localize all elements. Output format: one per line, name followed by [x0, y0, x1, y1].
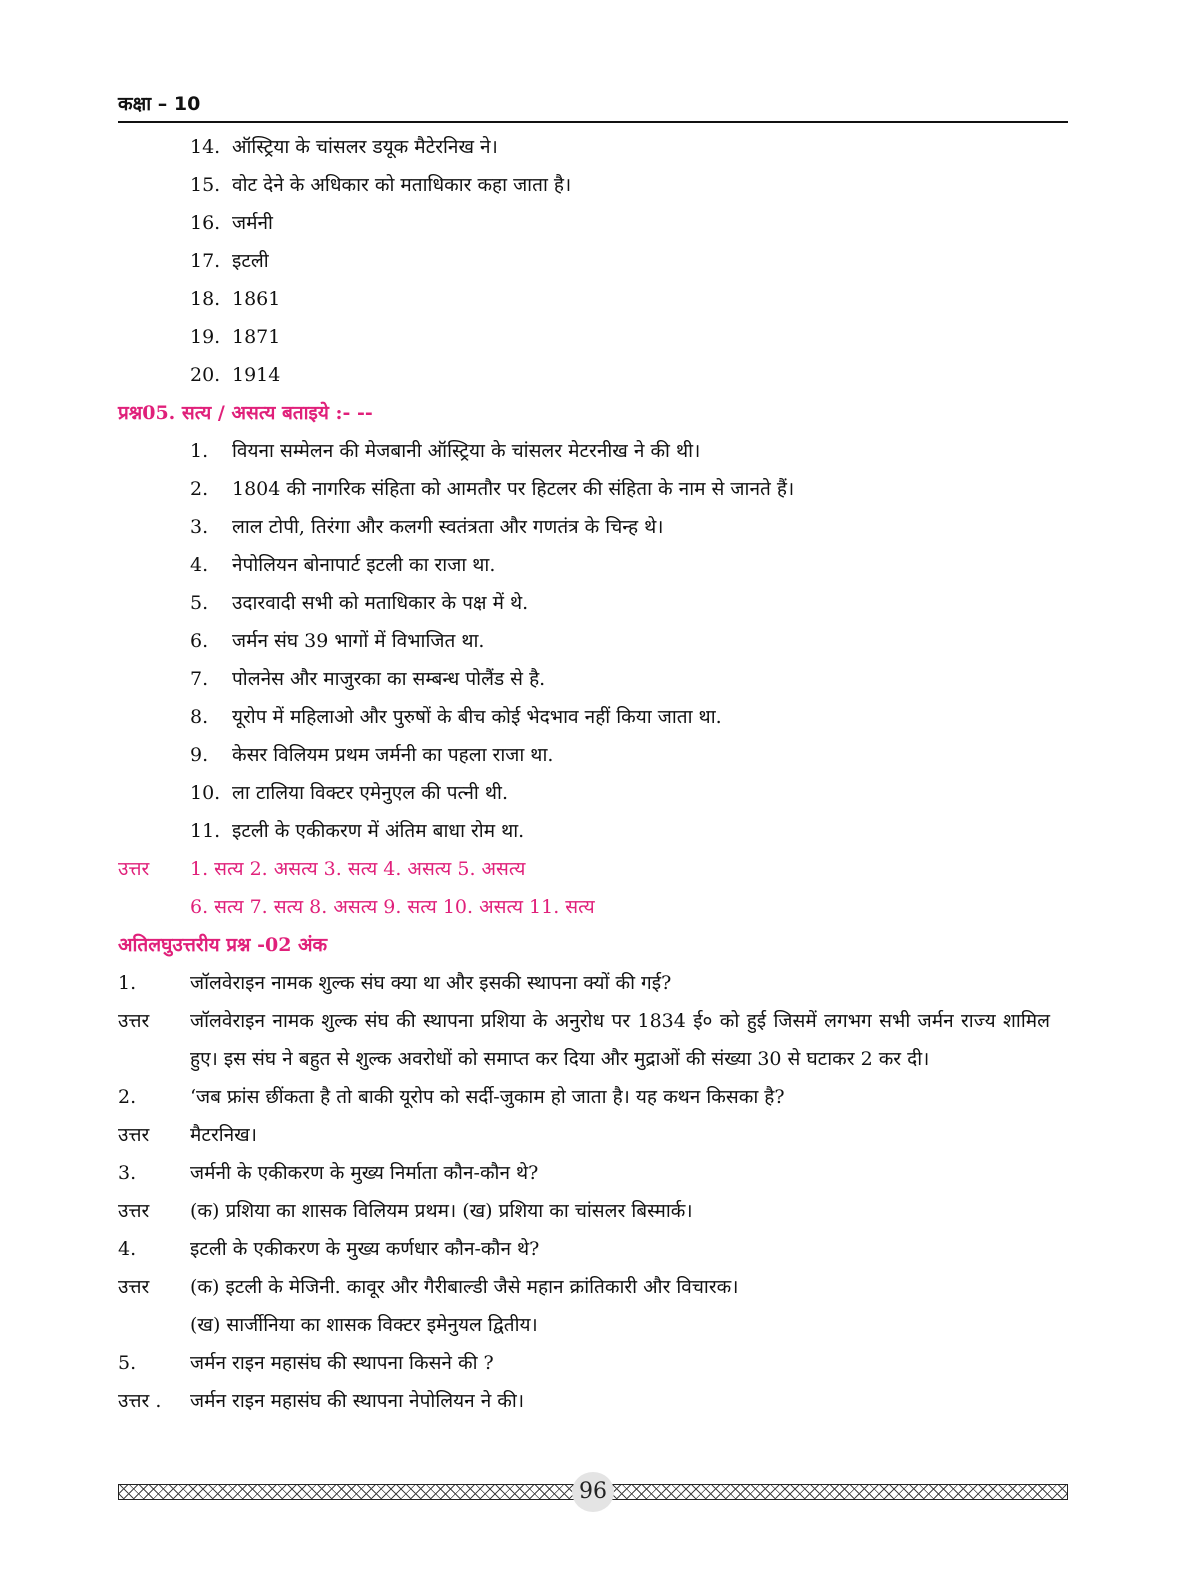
list-number: 16. [190, 212, 221, 234]
page-number: 96 [572, 1472, 614, 1512]
list-number: 17. [190, 250, 221, 272]
list-text: केसर विलियम प्रथम जर्मनी का पहला राजा था. [232, 744, 554, 766]
list-text: इटली के एकीकरण में अंतिम बाधा रोम था. [232, 820, 525, 842]
answer-text: जर्मन राइन महासंघ की स्थापना नेपोलियन ने की। [190, 1390, 525, 1412]
answer-text: मैटरनिख। [190, 1124, 257, 1146]
question-text: ‘जब फ्रांस छींकता है तो बाकी यूरोप को सर्दी-जुकाम हो जाता है। यह कथन किसका है? [190, 1086, 785, 1108]
list-text: जर्मनी [232, 212, 273, 234]
answer-text: जॉलवेराइन नामक शुल्क संघ की स्थापना प्रशिया के अनुरोध पर 1834 ई० को हुई जिसमें लगभग सभी जर्मन राज्य शामिल हुए। इस संघ ने बहुत से शुल्क अवरोधों को समाप्त कर दिया और मुद्राओं की संख्या 30 से घटाकर 2 कर दी। [190, 1010, 1050, 1070]
answer-text: (क) प्रशिया का शासक विलियम प्रथम। (ख) प्रशिया का चांसलर बिस्मार्क। [190, 1200, 693, 1222]
list-number: 11. [190, 820, 221, 842]
list-number: 9. [190, 744, 209, 766]
list-text: वियना सम्मेलन की मेजबानी ऑस्ट्रिया के चांसलर मेटरनीख ने की थी। [232, 440, 701, 462]
answer-label: उत्तर . [118, 1390, 162, 1412]
answer-text: (ख) सार्जीनिया का शासक विक्टर इमेनुयल द्वितीय। [190, 1314, 538, 1336]
question-number: 3. [118, 1162, 137, 1184]
list-text: वोट देने के अधिकार को मताधिकार कहा जाता है। [232, 174, 572, 196]
list-text: 1861 [232, 288, 281, 310]
page-footer [118, 1472, 1068, 1512]
answer-label: उत्तर [118, 1010, 150, 1032]
question-text: जॉलवेराइन नामक शुल्क संघ क्या था और इसकी स्थापना क्यों की गई? [190, 972, 672, 994]
footer-ornament [118, 1484, 575, 1500]
list-number: 5. [190, 592, 209, 614]
footer-ornament [611, 1484, 1068, 1500]
list-number: 15. [190, 174, 221, 196]
question-text: इटली के एकीकरण के मुख्य कर्णधार कौन-कौन थे? [190, 1238, 540, 1260]
question-text: जर्मनी के एकीकरण के मुख्य निर्माता कौन-कौन थे? [190, 1162, 539, 1184]
list-text: नेपोलियन बोनापार्ट इटली का राजा था. [232, 554, 496, 576]
list-number: 10. [190, 782, 221, 804]
list-number: 8. [190, 706, 209, 728]
page-header: कक्षा – 10 [118, 93, 201, 115]
answer-text: 6. सत्य 7. सत्य 8. असत्य 9. सत्य 10. असत्य 11. सत्य [190, 896, 595, 918]
section-heading: प्रश्न05. सत्य / असत्य बताइये :- -- [118, 402, 373, 424]
list-text: जर्मन संघ 39 भागों में विभाजित था. [232, 630, 485, 652]
list-text: 1914 [232, 364, 281, 386]
list-text: 1871 [232, 326, 281, 348]
header-rule [118, 121, 1068, 123]
answer-label: उत्तर [118, 1276, 150, 1298]
question-number: 4. [118, 1238, 137, 1260]
question-number: 2. [118, 1086, 137, 1108]
list-number: 20. [190, 364, 221, 386]
list-number: 2. [190, 478, 209, 500]
question-number: 1. [118, 972, 137, 994]
list-number: 7. [190, 668, 209, 690]
question-text: जर्मन राइन महासंघ की स्थापना किसने की ? [190, 1352, 494, 1374]
question-number: 5. [118, 1352, 137, 1374]
list-number: 1. [190, 440, 209, 462]
list-number: 6. [190, 630, 209, 652]
list-text: यूरोप में महिलाओ और पुरुषों के बीच कोई भेदभाव नहीं किया जाता था. [232, 706, 722, 728]
list-text: 1804 की नागरिक संहिता को आमतौर पर हिटलर की संहिता के नाम से जानते हैं। [232, 478, 795, 500]
answer-label: उत्तर [118, 1200, 150, 1222]
answer-text: 1. सत्य 2. असत्य 3. सत्य 4. असत्य 5. असत्य [190, 858, 526, 880]
section-heading: अतिलघुउत्तरीय प्रश्न -02 अंक [118, 934, 328, 956]
list-text: इटली [232, 250, 269, 272]
answer-text: (क) इटली के मेजिनी. कावूर और गैरीबाल्डी जैसे महान क्रांतिकारी और विचारक। [190, 1276, 739, 1298]
list-text: ला टालिया विक्टर एमेनुएल की पत्नी थी. [232, 782, 508, 804]
list-number: 18. [190, 288, 221, 310]
answer-label: उत्तर [118, 858, 150, 880]
list-text: ऑस्ट्रिया के चांसलर डयूक मैटेरनिख ने। [232, 136, 498, 158]
list-text: पोलनेस और माजुरका का सम्बन्ध पोलैंड से है. [232, 668, 546, 690]
list-number: 14. [190, 136, 221, 158]
list-number: 4. [190, 554, 209, 576]
list-number: 19. [190, 326, 221, 348]
answer-label: उत्तर [118, 1124, 150, 1146]
list-text: उदारवादी सभी को मताधिकार के पक्ष में थे. [232, 592, 529, 614]
list-text: लाल टोपी, तिरंगा और कलगी स्वतंत्रता और गणतंत्र के चिन्ह थे। [232, 516, 664, 538]
list-number: 3. [190, 516, 209, 538]
